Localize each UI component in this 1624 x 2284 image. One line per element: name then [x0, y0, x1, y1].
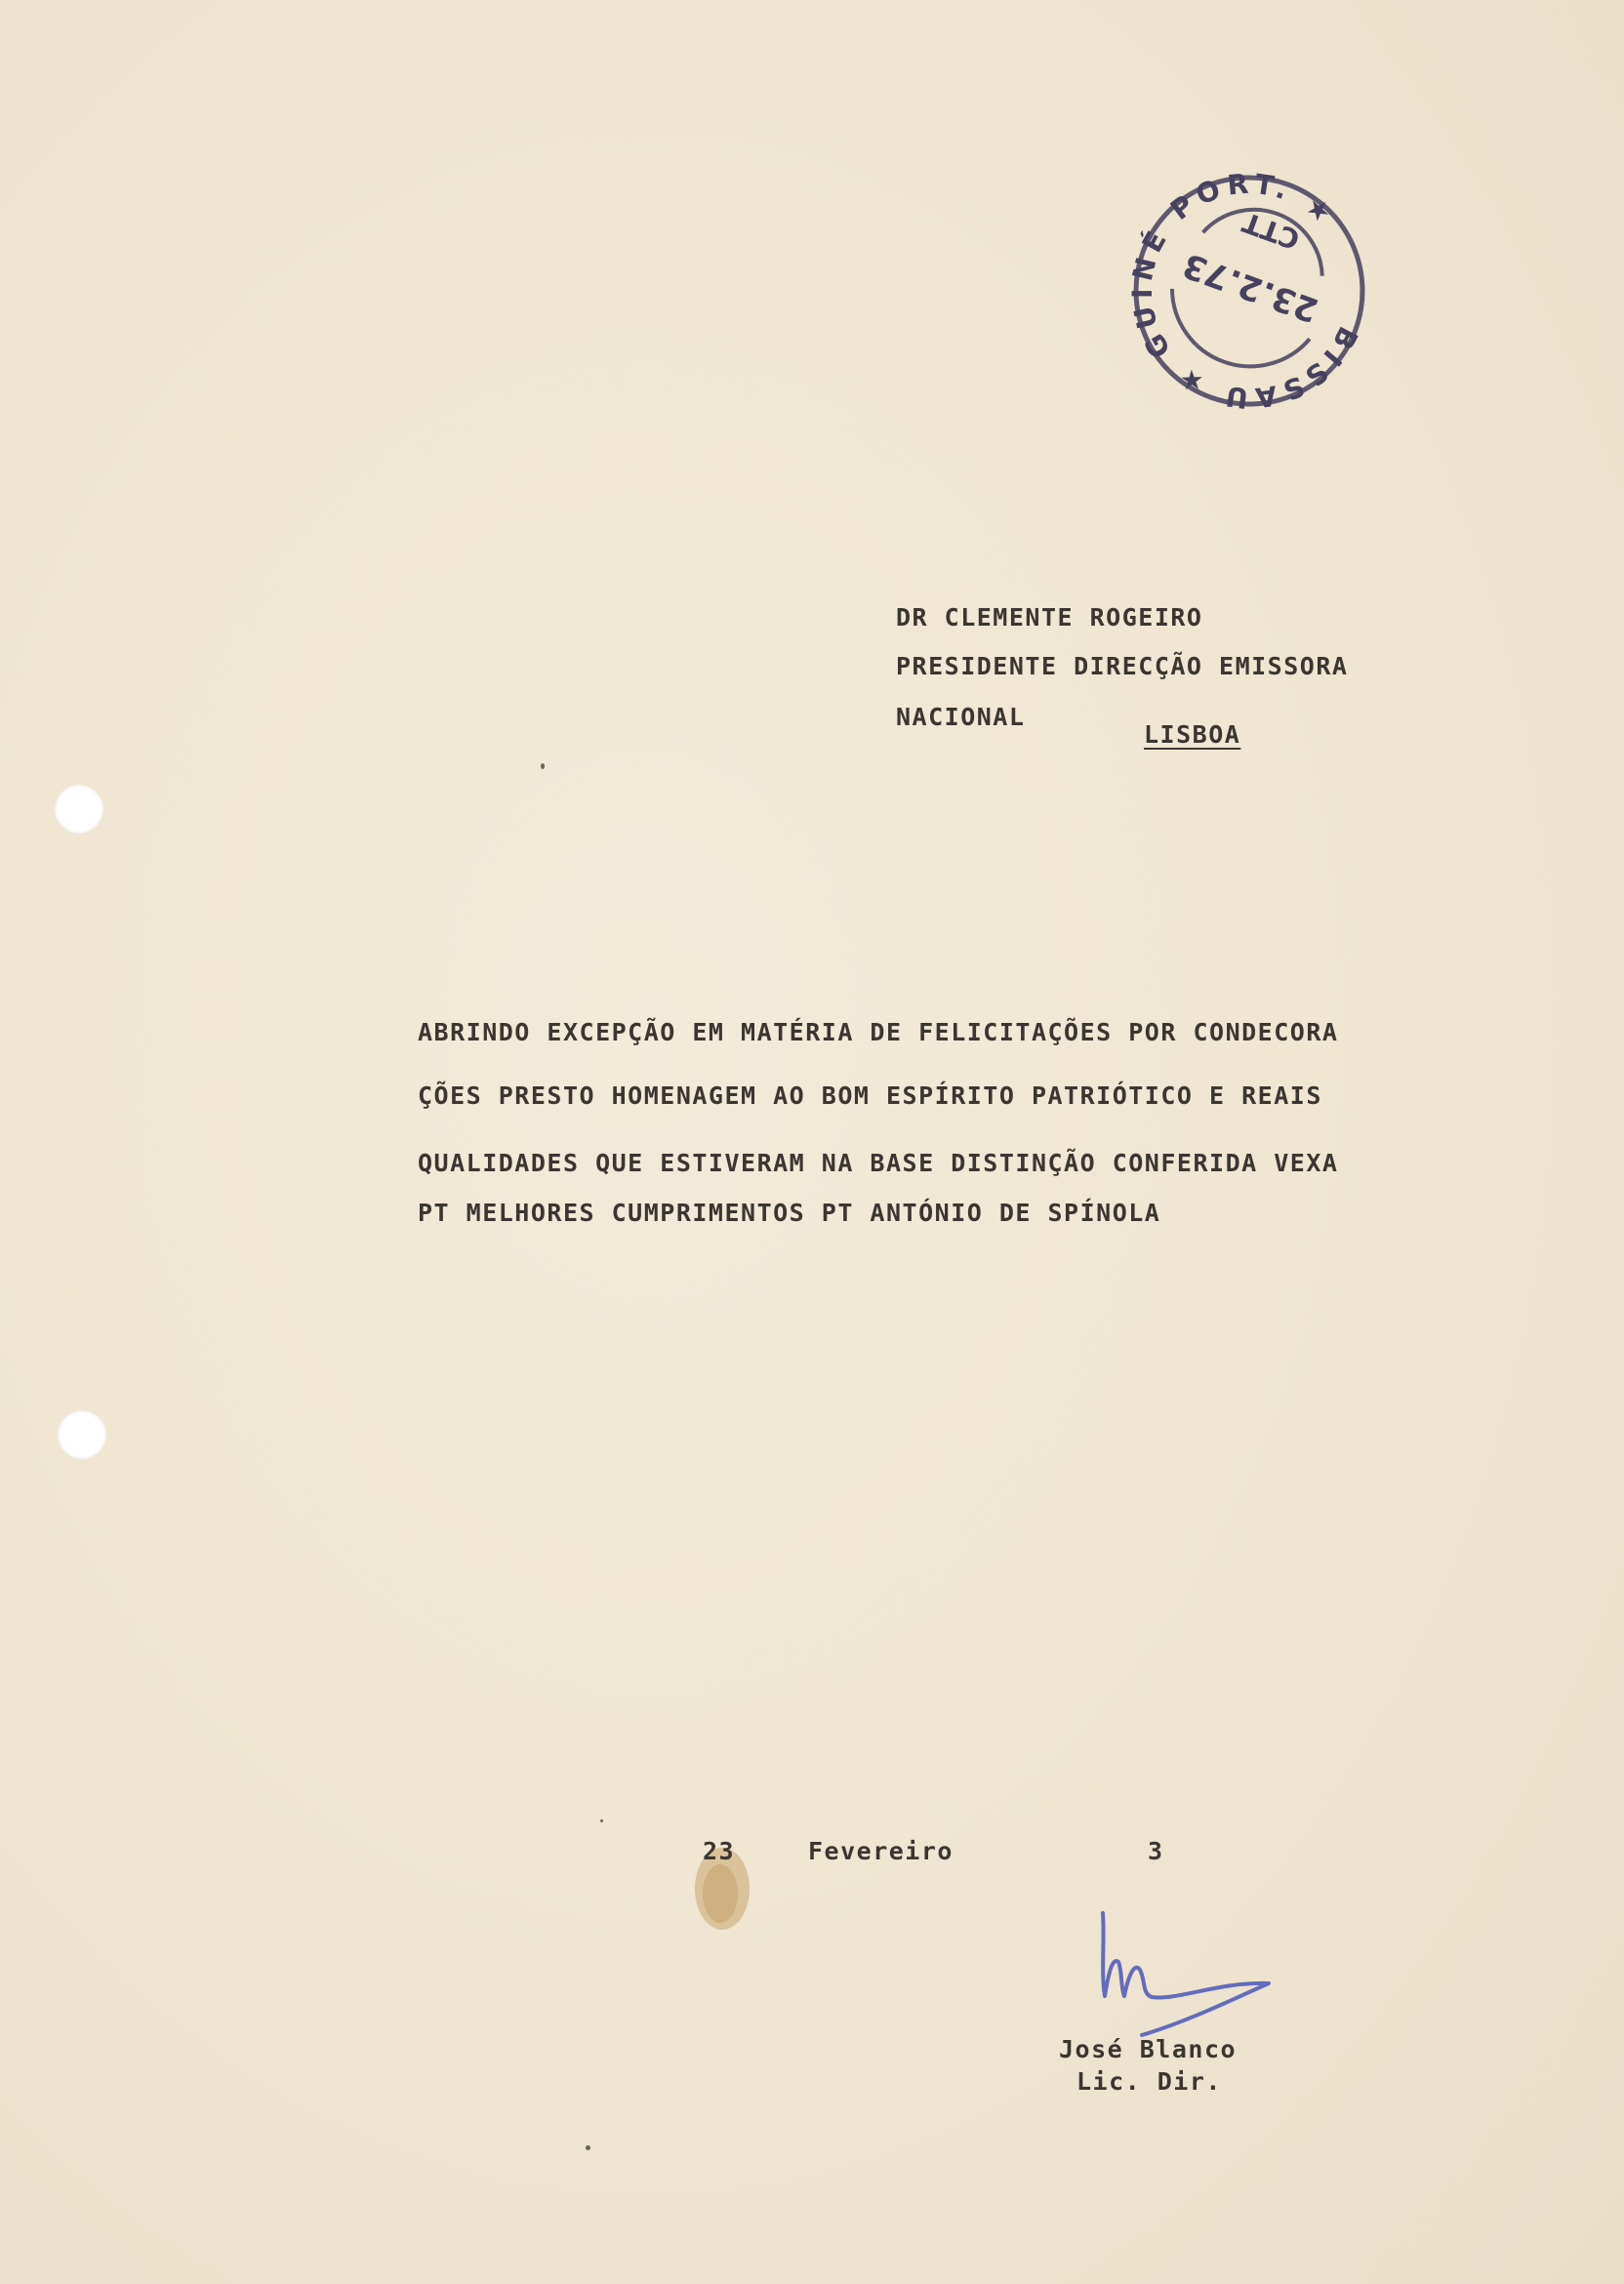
signatory-title: Lic. Dir. — [1076, 2067, 1222, 2096]
stamp-date: 23.2.73 — [1177, 244, 1323, 330]
address-line-1: DR CLEMENTE ROGEIRO — [896, 603, 1203, 632]
signatory-name: José Blanco — [1059, 2035, 1238, 2063]
date-year: 3 — [1148, 1837, 1164, 1865]
ink-speck — [586, 2145, 590, 2150]
ink-speck — [541, 763, 545, 769]
address-line-2: PRESIDENTE DIRECÇÃO EMISSORA — [896, 652, 1349, 680]
ink-speck — [600, 1819, 603, 1822]
message-line-1: ABRINDO EXCEPÇÃO EM MATÉRIA DE FELICITAÇÕES POR CONDECORA — [418, 1018, 1339, 1046]
stamp-outer-text: BISSAU ★ GUINÉ PORT. ★ — [1125, 167, 1364, 415]
address-city: LISBOA — [1144, 720, 1241, 749]
message-line-4: PT MELHORES CUMPRIMENTOS PT ANTÓNIO DE SPÍNOLA — [418, 1199, 1161, 1227]
punch-hole-top — [55, 785, 103, 834]
postmark-stamp — [1122, 164, 1376, 418]
stamp-inner-text: CTT — [1238, 205, 1304, 257]
address-line-3: NACIONAL — [896, 703, 1026, 731]
date-day: 23 — [703, 1837, 736, 1865]
message-line-2: ÇÕES PRESTO HOMENAGEM AO BOM ESPÍRITO PATRIÓTICO E REAIS — [418, 1081, 1322, 1110]
punch-hole-bottom — [58, 1410, 106, 1459]
date-month: Fevereiro — [808, 1837, 954, 1865]
message-line-3: QUALIDADES QUE ESTIVERAM NA BASE DISTINÇÃO CONFERIDA VEXA — [418, 1149, 1339, 1177]
